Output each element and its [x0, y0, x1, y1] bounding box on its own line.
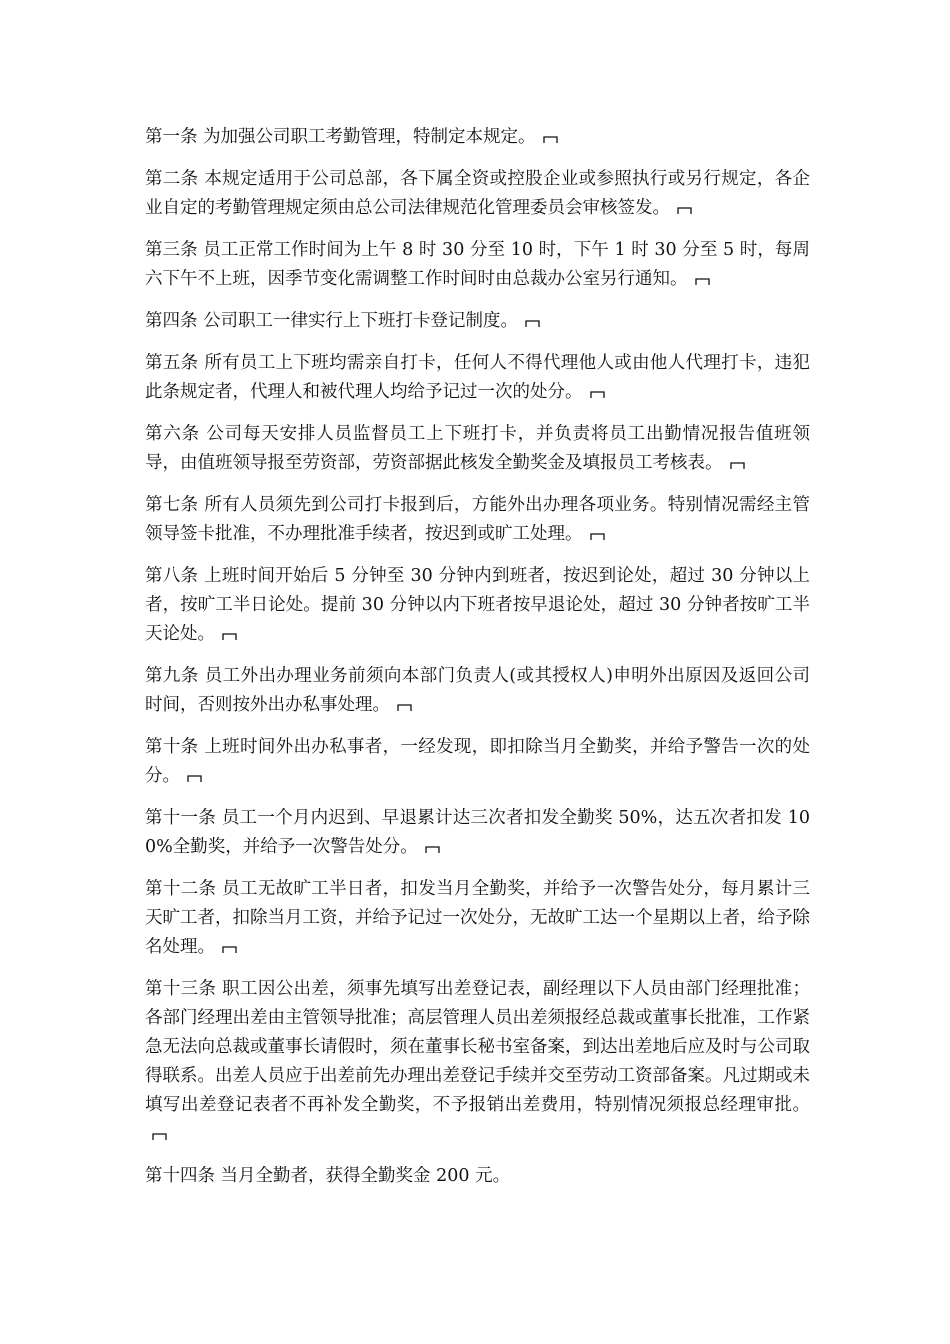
paragraph-mark-icon — [730, 462, 745, 469]
article-6 — [145, 420, 810, 478]
paragraph-mark-icon — [187, 775, 202, 782]
paragraph-mark-icon — [525, 320, 540, 327]
article-1-text: 第一条 为加强公司职工考勤管理，特制定本规定。 — [145, 127, 536, 147]
article-11 — [145, 804, 810, 862]
article-10 — [145, 733, 810, 791]
article-4 — [145, 307, 810, 336]
article-4-text: 第四条 公司职工一律实行上下班打卡登记制度。 — [145, 311, 519, 331]
article-6-text: 第六条 公司每天安排人员监督员工上下班打卡，并负责将员工出勤情况报告值班领导，由值班领导报至劳资部，劳资部据此核发全勤奖金及填报员工考核表。 — [145, 424, 810, 473]
article-1 — [145, 123, 810, 152]
article-8 — [145, 562, 810, 649]
paragraph-mark-icon — [543, 136, 558, 143]
paragraph-mark-icon — [222, 946, 237, 953]
article-7 — [145, 491, 810, 549]
article-9 — [145, 662, 810, 720]
article-14-text: 第十四条 当月全勤者，获得全勤奖金 200 元。 — [145, 1166, 511, 1186]
paragraph-mark-icon — [590, 533, 605, 540]
article-14 — [145, 1162, 810, 1191]
paragraph-mark-icon — [222, 633, 237, 640]
article-12-text: 第十二条 员工无故旷工半日者，扣发当月全勤奖，并给予一次警告处分，每月累计三天旷工者，扣除当月工资，并给予记过一次处分，无故旷工达一个星期以上者，给予除名处理。 — [145, 879, 810, 957]
document-body — [145, 123, 810, 1204]
article-2-text: 第二条 本规定适用于公司总部，各下属全资或控股企业或参照执行或另行规定，各企业自定的考勤管理规定须由总公司法律规范化管理委员会审核签发。 — [145, 169, 810, 218]
article-11-text: 第十一条 员工一个月内迟到、早退累计达三次者扣发全勤奖 50%，达五次者扣发 100%全勤奖，并给予一次警告处分。 — [145, 808, 810, 857]
article-5-text: 第五条 所有员工上下班均需亲自打卡，任何人不得代理他人或由他人代理打卡，违犯此条规定者，代理人和被代理人均给予记过一次的处分。 — [145, 353, 810, 402]
article-2 — [145, 165, 810, 223]
paragraph-mark-icon — [152, 1133, 167, 1140]
article-3 — [145, 236, 810, 294]
article-10-text: 第十条 上班时间外出办私事者，一经发现，即扣除当月全勤奖，并给予警告一次的处分。 — [145, 737, 810, 786]
paragraph-mark-icon — [397, 704, 412, 711]
paragraph-mark-icon — [425, 846, 440, 853]
article-3-text: 第三条 员工正常工作时间为上午 8 时 30 分至 10 时，下午 1 时 30 分至 5 时，每周六下午不上班，因季节变化需调整工作时间时由总裁办公室另行通知。 — [145, 240, 810, 289]
paragraph-mark-icon — [590, 391, 605, 398]
paragraph-mark-icon — [677, 207, 692, 214]
paragraph-mark-icon — [695, 278, 710, 285]
article-7-text: 第七条 所有人员须先到公司打卡报到后，方能外出办理各项业务。特别情况需经主管领导签卡批准，不办理批准手续者，按迟到或旷工处理。 — [145, 495, 810, 544]
article-8-text: 第八条 上班时间开始后 5 分钟至 30 分钟内到班者，按迟到论处，超过 30 分钟以上者，按旷工半日论处。提前 30 分钟以内下班者按早退论处，超过 30 分钟者按旷工半天论处。 — [145, 566, 810, 644]
article-5 — [145, 349, 810, 407]
article-12 — [145, 875, 810, 962]
article-9-text: 第九条 员工外出办理业务前须向本部门负责人(或其授权人)申明外出原因及返回公司时间，否则按外出办私事处理。 — [145, 666, 810, 715]
article-13 — [145, 975, 810, 1149]
article-13-text: 第十三条 职工因公出差，须事先填写出差登记表，副经理以下人员由部门经理批准；各部门经理出差由主管领导批准；高层管理人员出差须报经总裁或董事长批准，工作紧急无法向总裁或董事长请假时，须在董事长秘书室备案，到达出差地后应及时与公司取得联系。出差人员应于出差前先办理出差登记手续并交至劳动工资部备案。凡过期或未填写出差登记表者不再补发全勤奖，不予报销出差费用，特别情况须报总经理审批。 — [145, 979, 810, 1115]
